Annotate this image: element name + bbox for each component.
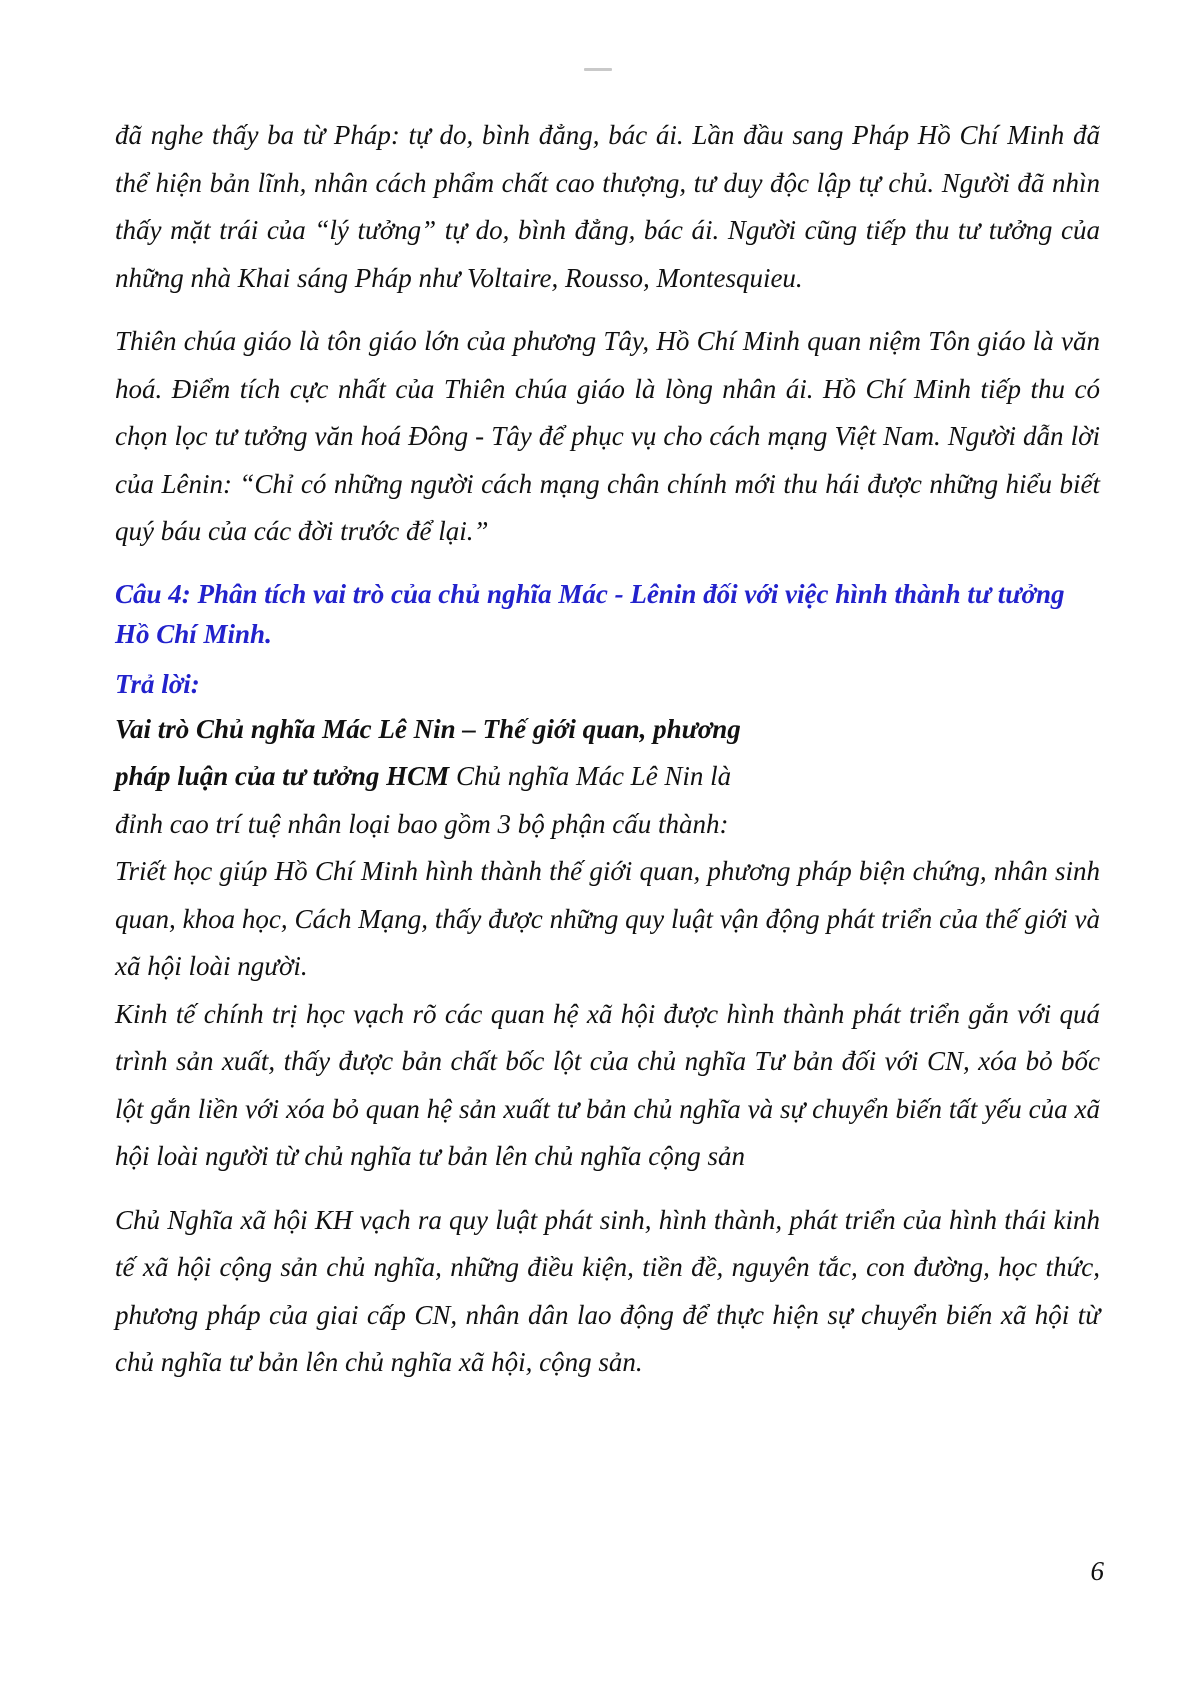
answer-heading-bold: pháp luận của tư tưởng HCM (115, 761, 450, 791)
answer-heading-line1: Vai trò Chủ nghĩa Mác Lê Nin – Thế giới quan, phương (115, 713, 741, 744)
answer-intro-line: đỉnh cao trí tuệ nhân loại bao gồm 3 bộ phận cấu thành: (115, 808, 729, 839)
document-body (115, 112, 1100, 1387)
answer-heading-line2 (115, 753, 1100, 801)
paragraph-french-ideals: đã nghe thấy ba từ Pháp: tự do, bình đẳng, bác ái. Lần đầu sang Pháp Hồ Chí Minh đã thể hiện bản lĩnh, nhân cách phẩm chất cao thượng, tư duy độc lập tự chủ. Người đã nhìn thấy mặt trái của “lý tưởng” tự do, bình đẳng, bác ái. Người cũng tiếp thu tư tưởng của những nhà Khai sáng Pháp như Voltaire, Rousso, Montesquieu. (115, 120, 1100, 293)
paragraph-christianity: Thiên chúa giáo là tôn giáo lớn của phương Tây, Hồ Chí Minh quan niệm Tôn giáo là văn hoá. Điểm tích cực nhất của Thiên chúa giáo là lòng nhân ái. Hồ Chí Minh tiếp thu có chọn lọc tư tưởng văn hoá Đông - Tây để phục vụ cho cách mạng Việt Nam. Người dẫn lời của Lênin: “Chỉ có những người cách mạng chân chính mới thu hái được những hiểu biết quý báu của các đời trước để lại.” (115, 326, 1100, 546)
paragraph-scientific-socialism: Chủ Nghĩa xã hội KH vạch ra quy luật phát sinh, hình thành, phát triển của hình thái kinh tế xã hội cộng sản chủ nghĩa, những điều kiện, tiền đề, nguyên tắc, con đường, học thức, phương pháp của giai cấp CN, nhân dân lao động để thực hiện sự chuyển biến xã hội từ chủ nghĩa tư bản lên chủ nghĩa xã hội, cộng sản. (115, 1204, 1100, 1377)
answer-label: Trả lời: (115, 668, 200, 699)
paragraph-political-economy: Kinh tế chính trị học vạch rõ các quan hệ xã hội được hình thành phát triển gắn với quá trình sản xuất, thấy được bản chất bốc lột của chủ nghĩa Tư bản đối với CN, xóa bỏ bốc lột gắn liền với xóa bỏ quan hệ sản xuất tư bản chủ nghĩa và sự chuyển biến tất yếu của xã hội loài người từ chủ nghĩa tư bản lên chủ nghĩa cộng sản (115, 998, 1100, 1171)
paragraph-philosophy: Triết học giúp Hồ Chí Minh hình thành thế giới quan, phương pháp biện chứng, nhân sinh quan, khoa học, Cách Mạng, thấy được những quy luật vận động phát triển của thế giới và xã hội loài người. (115, 856, 1100, 981)
page-number: 6 (1090, 1556, 1104, 1586)
question-4-heading: Câu 4: Phân tích vai trò của chủ nghĩa Mác - Lênin đối với việc hình thành tư tưởng Hồ Chí Minh. (115, 578, 1065, 649)
page-header-mark (584, 68, 612, 71)
answer-heading-rest: Chủ nghĩa Mác Lê Nin là (449, 761, 732, 791)
